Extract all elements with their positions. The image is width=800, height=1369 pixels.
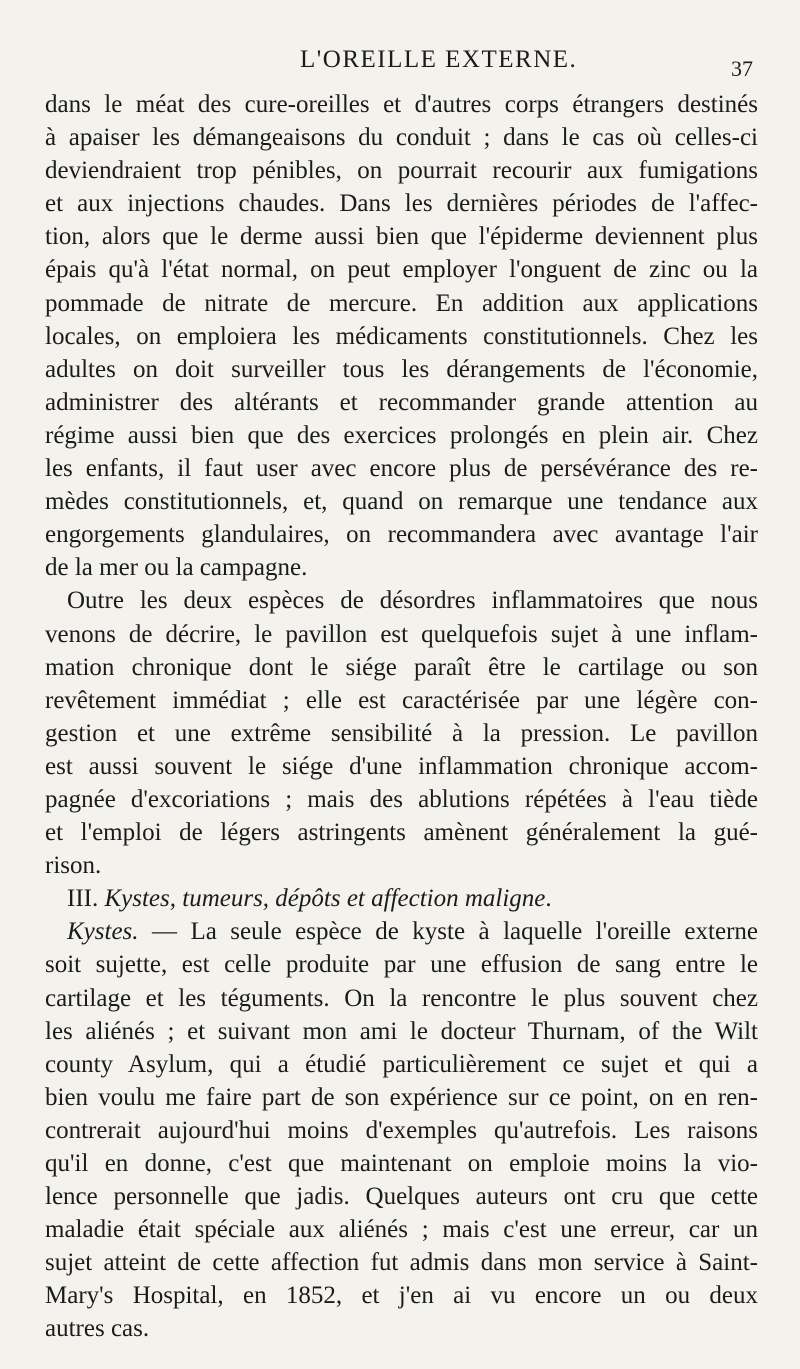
text-line: qu'il en donne, c'est que maintenant on emploie moins la vio- <box>45 1150 758 1177</box>
section-heading <box>45 882 758 915</box>
text-line: rison. <box>45 852 102 880</box>
text-line: mation chronique dont le siége paraît être le cartilage ou son <box>45 653 758 681</box>
running-title: L'OREILLE EXTERNE. <box>300 46 578 73</box>
text-line <box>45 915 758 948</box>
text-line: gestion et une extrême sensibilité à la pression. Le pavillon <box>45 719 758 747</box>
text-line: contrerait aujourd'hui moins d'exemples qu'autrefois. Les raisons <box>45 1116 758 1144</box>
section-title-period: . <box>545 885 552 913</box>
text-line: les enfants, il faut user avec encore plus de persévérance des re- <box>45 455 758 483</box>
text-line: engorgements glandulaires, on recommandera avec avantage l'air <box>45 521 758 549</box>
text-line: bien voulu me faire part de son expérience sur ce point, on en ren- <box>45 1083 758 1111</box>
text-line: venons de décrire, le pavillon est quelquefois sujet à une inflam- <box>45 620 758 648</box>
text-line: mèdes constitutionnels, et, quand on remarque une tendance aux <box>45 488 758 516</box>
text-line: sujet atteint de cette affection fut admis dans mon service à Saint- <box>45 1249 758 1277</box>
text-line: de la mer ou la campagne. <box>45 554 308 582</box>
text-line: épais qu'à l'état normal, on peut employer l'onguent de zinc ou la <box>45 256 758 284</box>
text-line: Outre les deux espèces de désordres inflammatoires que nous <box>67 587 758 615</box>
text-line: les aliénés ; et suivant mon ami le docteur Thurnam, of the Wilt <box>45 1017 758 1045</box>
text-line: lence personnelle que jadis. Quelques auteurs ont cru que cette <box>45 1183 758 1211</box>
text-line: locales, on emploiera les médicaments constitutionnels. Chez les <box>45 322 758 350</box>
page-number: 37 <box>731 56 753 81</box>
text-line: cartilage et les téguments. On la rencontre le plus souvent chez <box>45 984 758 1012</box>
text-line: soit sujette, est celle produite par une effusion de sang entre le <box>45 951 758 979</box>
text-line: Mary's Hospital, en 1852, et j'en ai vu encore un ou deux <box>45 1282 758 1310</box>
text-line: pommade de nitrate de mercure. En addition aux applications <box>45 289 758 317</box>
text-line: régime aussi bien que des exercices prolongés en plein air. Chez <box>45 421 758 449</box>
text-line: autres cas. <box>45 1315 150 1343</box>
text-line: est aussi souvent le siége d'une inflammation chronique accom- <box>45 752 758 780</box>
text-line: à apaiser les démangeaisons du conduit ; dans le cas où celles-ci <box>45 124 758 152</box>
body-text <box>45 88 758 1346</box>
section-title: Kystes, tumeurs, dépôts et affection maligne <box>104 885 546 913</box>
text-line: administrer des altérants et recommander grande attention au <box>45 388 758 416</box>
text-line: maladie était spéciale aux aliénés ; mais c'est une erreur, car un <box>45 1216 758 1244</box>
text-line: revêtement immédiat ; elle est caractérisée par une légère con- <box>45 686 758 714</box>
text-line-rest: — La seule espèce de kyste à laquelle l'oreille externe <box>138 918 758 946</box>
text-line: et aux injections chaudes. Dans les dernières périodes de l'affec- <box>45 190 758 218</box>
section-number: III. <box>67 885 99 913</box>
text-line: dans le méat des cure-oreilles et d'autres corps étrangers destinés <box>45 91 758 118</box>
text-line: county Asylum, qui a étudié particulièrement ce sujet et qui a <box>45 1050 758 1078</box>
text-line: deviendraient trop pénibles, on pourrait recourir aux fumigations <box>45 157 758 185</box>
text-line: pagnée d'excoriations ; mais des ablutions répétées à l'eau tiède <box>45 785 758 813</box>
text-line: adultes on doit surveiller tous les dérangements de l'économie, <box>45 355 758 383</box>
text-line: et l'emploi de légers astringents amènent généralement la gué- <box>45 819 758 847</box>
page-header <box>0 46 800 82</box>
subsection-title: Kystes. <box>67 918 139 946</box>
text-line: tion, alors que le derme aussi bien que l'épiderme deviennent plus <box>45 223 758 251</box>
